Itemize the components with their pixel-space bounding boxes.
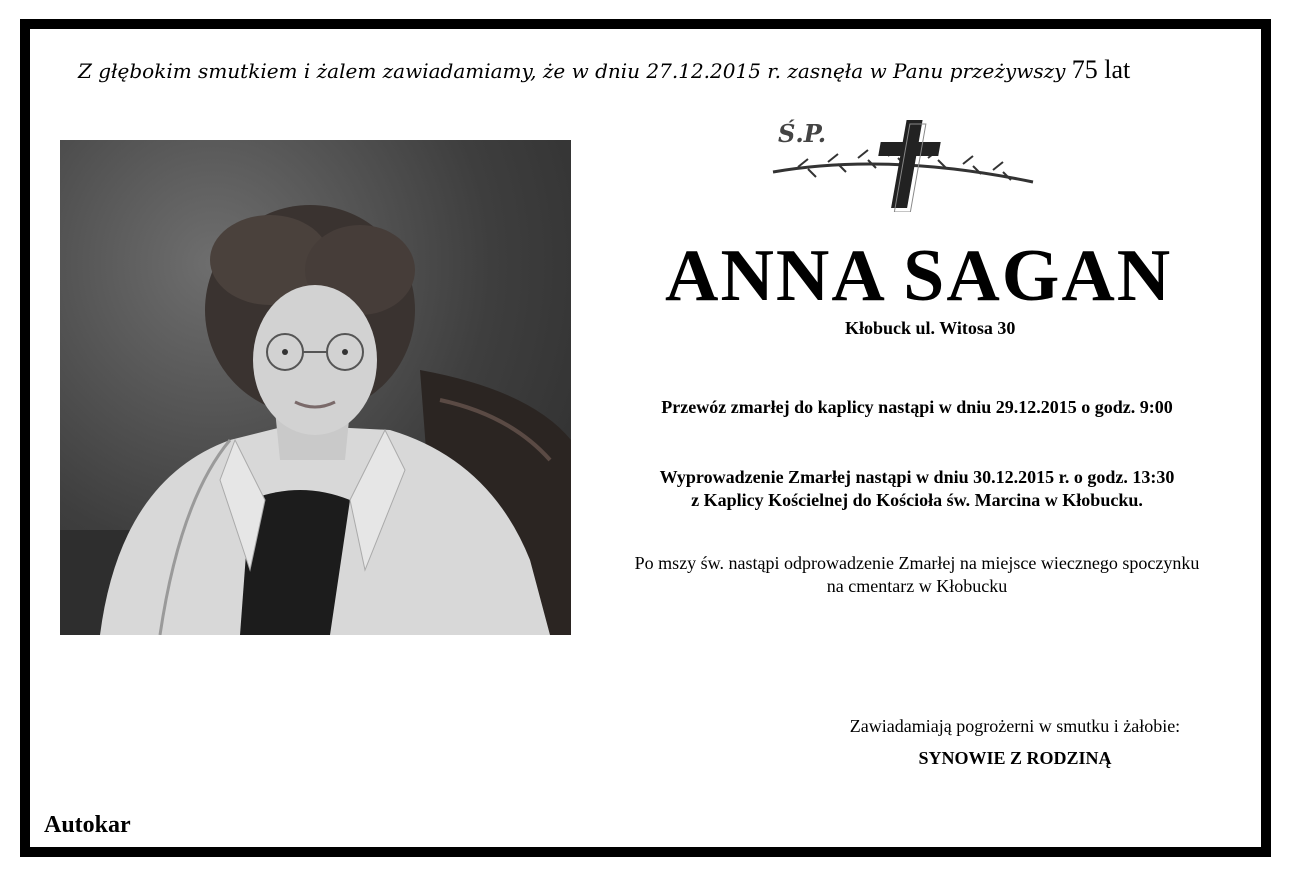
family-signature: SYNOWIE Z RODZINĄ <box>918 748 1112 768</box>
procession-line-1: Wyprowadzenie Zmarłej nastąpi w dniu 30.12.2015 r. o godz. 13:30 <box>659 467 1175 487</box>
cross-with-palm-icon <box>768 112 1038 212</box>
portrait-photo <box>60 140 571 635</box>
procession-notice <box>590 466 1244 512</box>
burial-line-1: Po mszy św. nastąpi odprowadzenie Zmarłej na miejsce wiecznego spoczynku <box>634 553 1200 573</box>
procession-line-2: z Kaplicy Kościelnej do Kościoła św. Marcina w Kłobucku. <box>691 490 1143 510</box>
deceased-address: Kłobuck ul. Witosa 30 <box>845 318 1016 338</box>
sp-emblem-text: Ś.P. <box>778 119 827 148</box>
portrait-illustration <box>60 140 571 635</box>
mourners-notice: Zawiadamiają pogrożerni w smutku i żałobie: <box>849 716 1181 736</box>
announcement-headline <box>78 55 1130 85</box>
burial-line-2: na cmentarz w Kłobucku <box>826 576 1008 596</box>
age-text: 75 lat <box>1071 55 1131 84</box>
burial-notice <box>590 552 1244 598</box>
deceased-name: ANNA SAGAN <box>665 235 1173 317</box>
headline-text: Z głębokim smutkiem i żalem zawiadamiamy, że w dniu 27.12.2015 r. zasnęła w Panu przeżywszy <box>78 59 1066 83</box>
transfer-text: Przewóz zmarłej do kaplicy nastąpi w dniu 29.12.2015 o godz. 9:00 <box>661 397 1173 417</box>
transfer-notice <box>590 396 1244 419</box>
publisher-signature: Autokar <box>44 812 131 838</box>
sp-cross-emblem <box>768 112 1038 212</box>
